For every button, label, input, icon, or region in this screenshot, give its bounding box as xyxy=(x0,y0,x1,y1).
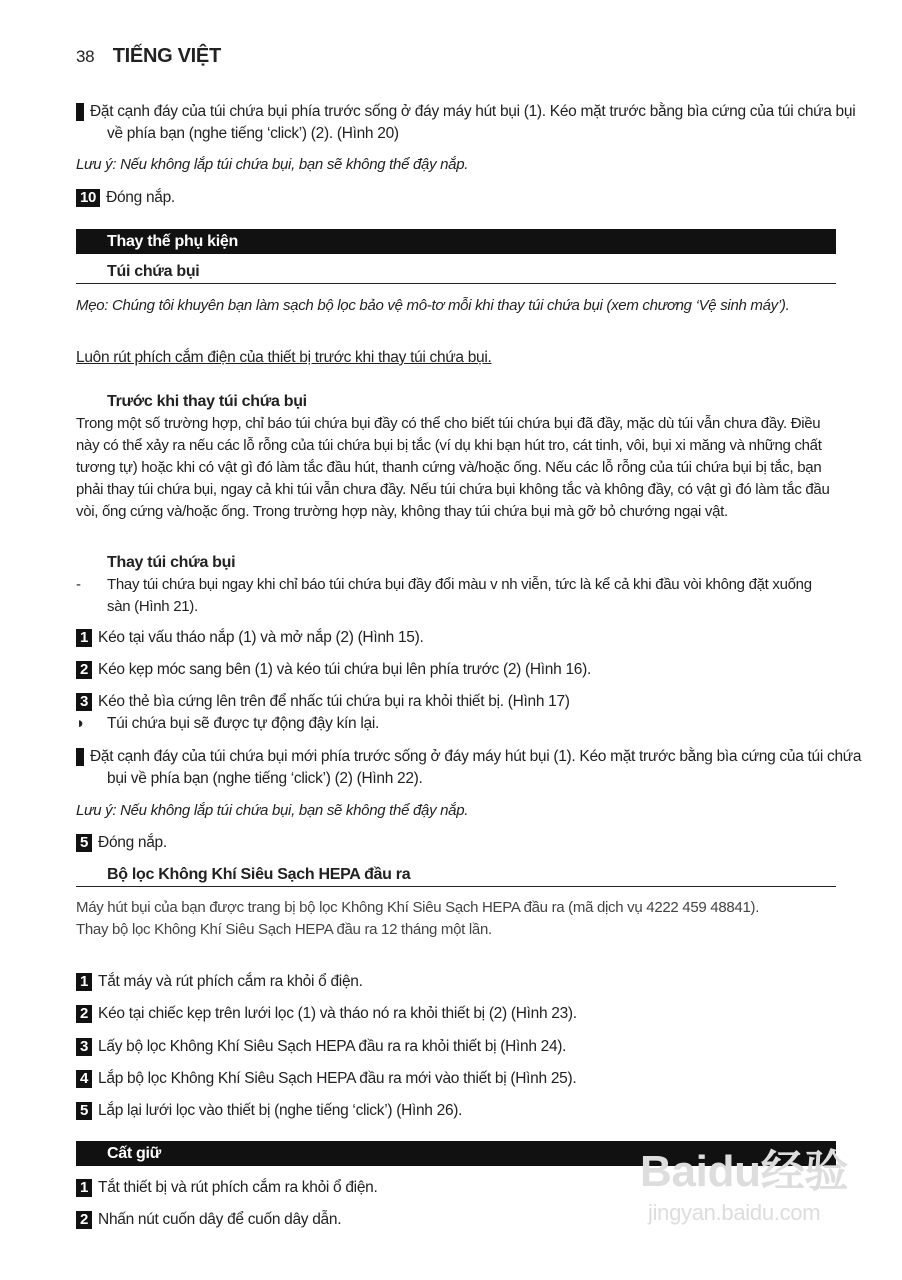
step-number: 9 xyxy=(76,103,84,121)
step-number: 2 xyxy=(76,661,92,679)
step-text: Kéo kẹp móc sang bên (1) và kéo túi chứa bụi lên phía trước (2) (Hình 16). xyxy=(98,661,591,678)
page-number: 38 xyxy=(76,47,95,66)
step-text: Đặt cạnh đáy của túi chứa bụi mới phía trước sống ở đáy máy hút bụi (1). Kéo mặt trước bằng bìa cứng của túi chứa bụi về phía bạn (nghe tiếng ‘click’) (2) (Hình 22). xyxy=(90,748,862,787)
step-number: 5 xyxy=(76,1102,92,1120)
step-text: Nhấn nút cuốn dây để cuốn dây dẫn. xyxy=(98,1211,342,1228)
section-title: Thay thế phụ kiện xyxy=(107,233,238,250)
replace-step-1 xyxy=(76,627,838,649)
change-bag-section xyxy=(76,552,838,618)
step-number: 2 xyxy=(76,1211,92,1229)
step-number: 3 xyxy=(76,693,92,711)
step-9 xyxy=(49,101,869,145)
section-bar-replace-accessories xyxy=(76,229,836,254)
language-title: TIẾNG VIỆT xyxy=(112,45,221,67)
step-text: Đóng nắp. xyxy=(98,834,167,851)
before-text: Trong một số trường hợp, chỉ báo túi chứa bụi đầy có thể cho biết túi chứa bụi đã đầy, mặc dù túi vẫn chưa đầy. Điều này có thể xảy ra nếu các lỗ rỗng của túi chứa bụi bị tắc (ví dụ khi bạn hút tro, cát tinh, vôi, bụi xi măng và những chất tương tự) hoặc khi có vật gì đó làm tắc đầu hút, thanh cứng và/hoặc ống. Nếu các lỗ rỗng của túi chứa bụi bị tắc, bạn phải thay túi chứa bụi, ngay cả khi túi vẫn chưa đầy. Nếu túi chứa bụi không tắc và không đầy, có vật gì đó làm tắc đầu vòi, ống cứng và/hoặc ống. Trong trường hợp này, không thay túi chứa bụi mà gỡ bỏ chướng ngại vật. xyxy=(76,415,830,520)
dash-bullet: - xyxy=(76,576,81,593)
hepa-intro-2: Thay bộ lọc Không Khí Siêu Sạch HEPA đầu ra 12 tháng một lần. xyxy=(76,921,492,938)
step-text: Lấy bộ lọc Không Khí Siêu Sạch HEPA đầu ra ra khỏi thiết bị (Hình 24). xyxy=(98,1038,567,1055)
before-replace-section xyxy=(76,391,838,523)
baidu-watermark-url: jingyan.baidu.com xyxy=(648,1200,821,1225)
step-text: Kéo tại chiếc kẹp trên lưới lọc (1) và tháo nó ra khỏi thiết bị (2) (Hình 23). xyxy=(98,1005,577,1022)
note: Lưu ý: Nếu không lắp túi chứa bụi, bạn sẽ không thể đậy nắp. xyxy=(76,156,469,173)
step-number: 3 xyxy=(76,1038,92,1056)
hepa-step-2 xyxy=(76,1003,838,1025)
step-number: 1 xyxy=(76,629,92,647)
step-text: Kéo thẻ bìa cứng lên trên để nhấc túi chứa bụi ra khỏi thiết bị. (Hình 17) xyxy=(98,693,570,710)
step-number: 10 xyxy=(76,189,100,207)
before-heading: Trước khi thay túi chứa bụi xyxy=(107,393,307,410)
note: Lưu ý: Nếu không lắp túi chứa bụi, bạn sẽ không thể đậy nắp. xyxy=(76,802,469,819)
replace-step-2 xyxy=(76,659,838,681)
subheading-dust-bag: Túi chứa bụi xyxy=(76,261,836,284)
step-text: Đóng nắp. xyxy=(106,189,175,206)
replace-step-4 xyxy=(49,746,869,790)
step-text: Lắp bộ lọc Không Khí Siêu Sạch HEPA đầu ra mới vào thiết bị (Hình 25). xyxy=(98,1070,577,1087)
hepa-intro-1: Máy hút bụi của bạn được trang bị bộ lọc Không Khí Siêu Sạch HEPA đầu ra (mã dịch vụ 4222 459 48841). xyxy=(76,899,760,916)
hepa-intro xyxy=(76,897,838,941)
step-text: Tắt máy và rút phích cắm ra khỏi ổ điện. xyxy=(98,973,363,990)
tip: Mẹo: Chúng tôi khuyên bạn làm sạch bộ lọc bảo vệ mô-tơ mỗi khi thay túi chứa bụi (xem chương ‘Vệ sinh máy’). xyxy=(76,297,790,314)
step-text: Kéo tại vấu tháo nắp (1) và mở nắp (2) (Hình 15). xyxy=(98,629,424,646)
step-text: Đặt cạnh đáy của túi chứa bụi phía trước sống ở đáy máy hút bụi (1). Kéo mặt trước bằng bìa cứng của túi chứa bụi về phía bạn (nghe tiếng ‘click’) (2). (Hình 20) xyxy=(90,103,856,142)
step-number: 4 xyxy=(76,1070,92,1088)
warning-text: Luôn rút phích cắm điện của thiết bị trước khi thay túi chứa bụi. xyxy=(76,349,492,366)
result-text: Túi chứa bụi sẽ được tự động đậy kín lại. xyxy=(107,715,379,732)
page-header xyxy=(76,45,838,68)
step-text: Tắt thiết bị và rút phích cắm ra khỏi ổ điện. xyxy=(98,1179,378,1196)
section-title: Cất giữ xyxy=(107,1145,161,1162)
hepa-step-1 xyxy=(76,971,838,993)
step-10 xyxy=(76,187,838,209)
hepa-step-4 xyxy=(76,1068,838,1090)
warning xyxy=(76,347,838,369)
step-number: 1 xyxy=(76,1179,92,1197)
step-number: 5 xyxy=(76,834,92,852)
subheading-hepa: Bộ lọc Không Khí Siêu Sạch HEPA đầu ra xyxy=(76,864,836,887)
step-number: 1 xyxy=(76,973,92,991)
replace-step-5 xyxy=(76,832,838,854)
step-number: 4 xyxy=(76,748,84,766)
hepa-step-5 xyxy=(76,1100,838,1122)
change-heading: Thay túi chứa bụi xyxy=(107,554,236,571)
step-number: 2 xyxy=(76,1005,92,1023)
result-bullet-icon: ◗ xyxy=(76,715,86,732)
change-text: Thay túi chứa bụi ngay khi chỉ báo túi chứa bụi đầy đổi màu v nh viễn, tức là kể cả khi đầu vòi không đặt xuống sàn (Hình 21). xyxy=(107,576,812,615)
hepa-step-3 xyxy=(76,1036,838,1058)
baidu-watermark-logo: Baidu经验 xyxy=(640,1147,849,1196)
step-text: Lắp lại lưới lọc vào thiết bị (nghe tiếng ‘click’) (Hình 26). xyxy=(98,1102,463,1119)
replace-step-3 xyxy=(76,691,838,735)
